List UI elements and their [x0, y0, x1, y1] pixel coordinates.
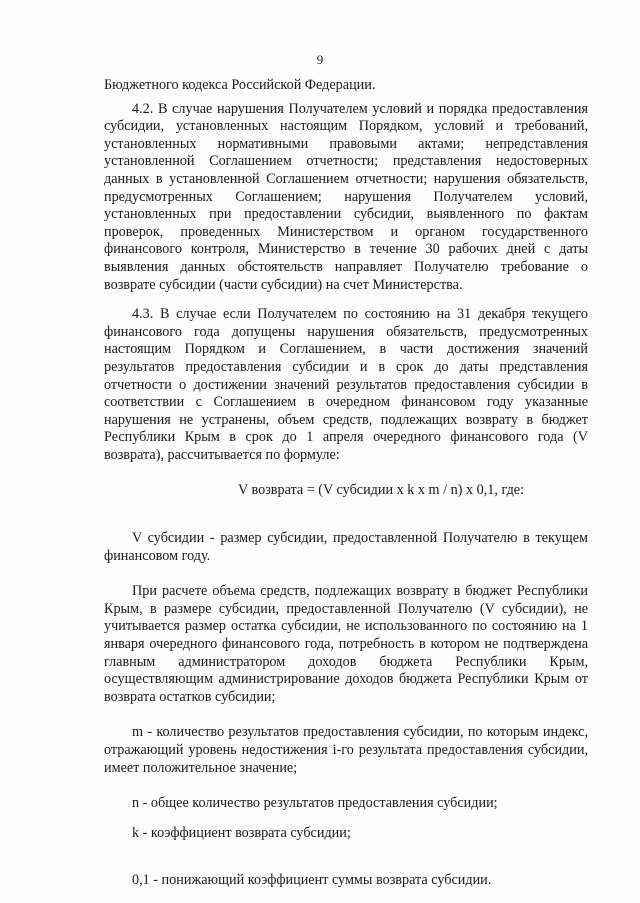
- paragraph-v-subsidy: V субсидии - размер субсидии, предоставленной Получателю в текущем финансовом году.: [104, 530, 588, 564]
- paragraph-calculation: При расчете объема средств, подлежащих возврату в бюджет Республики Крым, в размере субсидии, предоставленной Получателю (V субсидии), не учитывается размер остатка субсидии, не использованного по состоянию на 1 января очередного финансового года, потребность в котором не подтверждена главным администратором доходов бюджета Республики Крым, осуществляющим администрирование доходов бюджета Республики Крым от возврата остатков субсидии;: [104, 583, 588, 705]
- paragraph-reduction-coefficient: 0,1 - понижающий коэффициент суммы возврата субсидии.: [132, 872, 492, 889]
- paragraph-4-3: 4.3. В случае если Получателем по состоянию на 31 декабря текущего финансового года допущены нарушения обязательств, предусмотренных настоящим Порядком и Соглашением, в части достижения значений результатов предоставления субсидии и в срок до даты представления отчетности о достижении значений результатов предоставления субсидии в соответствии с Соглашением в очередном финансовом году указанные нарушения не устранены, объем средств, подлежащих возврату в бюджет Республики Крым в срок до 1 апреля очередного финансового года (V возврата), рассчитывается по формуле:: [104, 306, 588, 463]
- paragraph-budget-code: Бюджетного кодекса Российской Федерации.: [104, 77, 376, 93]
- paragraph-m-definition: m - количество результатов предоставления субсидии, по которым индекс, отражающий уровень недостижения i-го результата предоставления субсидии, имеет положительное значение;: [104, 724, 588, 776]
- paragraph-k-definition: k - коэффициент возврата субсидии;: [132, 824, 351, 841]
- formula: V возврата = (V субсидии x k x m / n) x 0,1, где:: [237, 482, 525, 499]
- paragraph-n-definition: n - общее количество результатов предоставления субсидии;: [132, 795, 498, 812]
- page-number: 9: [316, 52, 324, 67]
- document-body: [104, 77, 588, 890]
- paragraph-4-2: 4.2. В случае нарушения Получателем условий и порядка предоставления субсидии, установленных настоящим Порядком, условий и требований, установленных нормативными правовыми актами; непредставления установленной Соглашением отчетности; представления недостоверных данных в установленной Соглашением отчетности; нарушения обязательств, предусмотренных Соглашением; нарушения Получателем условий, установленных при предоставлении субсидии, выявленного по фактам проверок, проведенных Министерством и органом государственного финансового контроля, Министерство в течение 30 рабочих дней с даты выявления данных обстоятельств направляет Получателю требование о возврате субсидии (части субсидии) на счет Министерства.: [104, 100, 588, 293]
